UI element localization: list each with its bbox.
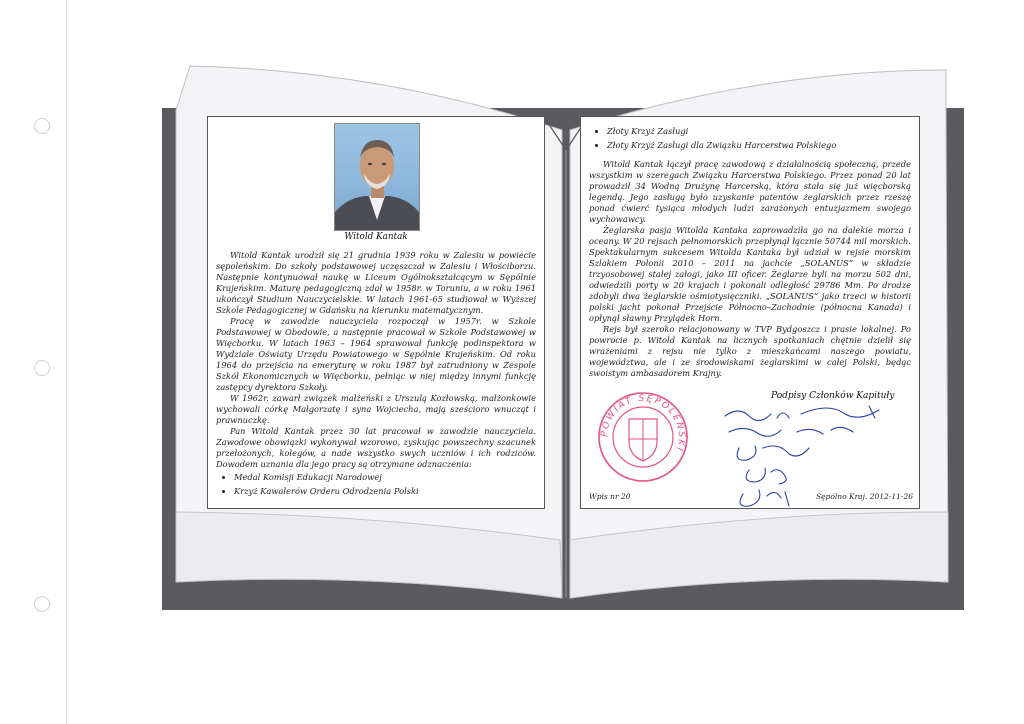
biography-paragraph: Pan Witold Kantak przez 30 lat pracował w zawodzie nauczyciela. Zawodowe obowiązki wykonywał wzorowo, zyskując powszechny szacunek przełożonych, kolegów, a nade wszystko swych uczniów i ich rodziców. Dowodem uznania dla jego pracy są otrzymane odznaczenia: [216, 426, 536, 469]
award-item: • Złoty Krzyż Zasługi [607, 126, 911, 137]
biography-text [216, 250, 536, 500]
awards-list-continued [589, 126, 911, 151]
stamp-text: POWIAT SĘPOLEŃSKI [599, 393, 687, 454]
signatures-title: Podpisy Członków Kapituły [771, 391, 895, 401]
right-page [580, 116, 920, 509]
awards-list [216, 472, 536, 497]
media-paragraph: Rejs był szeroko relacjonowany w TVP Bydgoszcz i prasie lokalnej. Po powrocie p. Witold Kantak na licznych spotkaniach chętnie dzielił się wrażeniami z rejsu nie tylko z mieszkańcami naszego powiatu, województwa, ale i ze środowiskami żeglarskimi w całej Polski, będąc swoistym ambasadorem Krajny. [589, 324, 911, 378]
county-stamp [595, 389, 691, 488]
portrait-caption: Witold Kantak [344, 232, 408, 242]
entry-number: Wpis nr 20 [589, 492, 631, 501]
sailing-paragraph: Żeglarska pasja Witolda Kantaka zaprowadziła go na dalekie morza i oceany. W 20 rejsach pełnomorskich przepłynął łącznie 50744 mil morskich. Spektakularnym sukcesem Witolda Kantaka był udział w rejsie morskim Szlakiem Polonii 2010 – 2011 na jachcie „SOLANUS” w składzie trzyosobowej stałej załogi, jako III oficer. Żeglarze byli na morzu 502 dni, odwiedzili porty w 20 krajach i pokonali odległość 29786 Mm. Po drodze zdobyli dwa żeglarskie ośmiotysięczniki. „SOLANUS” jako trzeci w historii polski jacht pokonał Przejście Północno–Zachodnie (północna Kanada) i opłynął sławny Przylądek Horn. [589, 225, 911, 323]
award-item: • Złoty Krzyż Zasługi dla Związku Harcerstwa Polskiego [607, 140, 911, 151]
biography-paragraph: Witold Kantak urodził się 21 grudnia 1939 roku w Zalesiu w powiecie sępoleńskim. Do szkoły podstawowej uczęszczał w Zalesiu i Włościborzu. Następnie kontynuował naukę w Liceum Ogólnokształcącym w Sępólnie Krajeńskim. Maturę pedagogiczną zdał w 1958r. w Toruniu, a w roku 1961 ukończył Studium Nauczycielskie. W latach 1961-65 studiował w Wyższej Szkole Pedagogicznej w Gdańsku na kierunku matematycznym. [216, 250, 536, 315]
award-item: • Medal Komisji Edukacji Narodowej [234, 472, 536, 483]
left-page [207, 116, 545, 509]
award-item: • Krzyż Kawalerów Orderu Odrodzenia Polski [234, 486, 536, 497]
biography-paragraph: W 1962r. zawarł związek małżeński z Urszulą Kozłowską, małżonkowie wychowali córkę Małgorzatę i syna Wojciecha, mają sześcioro wnucząt i prawnuczkę. [216, 393, 536, 425]
biography-paragraph: Pracę w zawodzie nauczyciela rozpoczął w 1957r. w Szkole Podstawowej w Obodowie, a następnie pracował w Szkole Podstawowej w Więcborku. W latach 1963 – 1964 sprawował funkcję podinspektora w Wydziale Oświaty Urzędu Powiatowego w Sępólnie Krajeńskim. Od roku 1964 do przejścia na emeryturę w roku 1987 był zatrudniony w Zespole Szkół Ekonomicznych w Więcborku, pełniąc w niej między innymi funkcję zastępcy dyrektora Szkoły. [216, 316, 536, 392]
portrait-photo [334, 123, 420, 231]
place-date: Sępólno Kraj. 2012-11-26 [815, 492, 913, 501]
social-activity-paragraph: Witold Kantak łączył pracę zawodową z działalnością społeczną, przede wszystkim w szeregach Związku Harcerstwa Polskiego. Przez ponad 20 lat prowadził 34 Wodną Drużynę Harcerską, która stała się już więcborską legendą. Jego zasługą było uzyskanie patentów żeglarskich przez rzeszę ponad ćwierć tysiąca młodych ludzi zarażonych entuzjazmem swojego wychowawcy. [589, 159, 911, 224]
svg-text:POWIAT SĘPOLEŃSKI [600, 394, 688, 454]
